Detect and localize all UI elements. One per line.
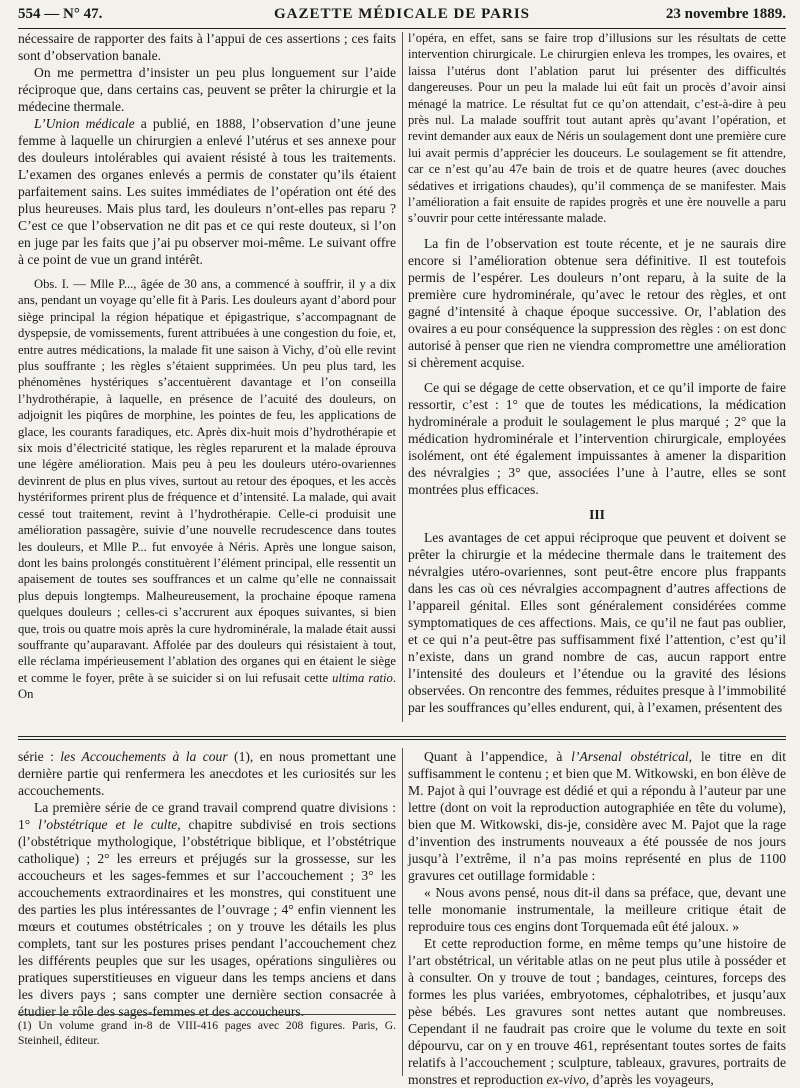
issue-date: 23 novembre 1889. [665, 6, 786, 22]
page-header [18, 6, 786, 29]
column-divider [402, 748, 403, 1076]
footnote: (1) Un volume grand in-8 de VIII-416 pages avec 208 figures. Paris, G. Steinheil, éditeur. [18, 1014, 396, 1048]
paragraph: La première série de ce grand travail comprend quatre divisions : 1° l’obstétrique et le culte, chapitre subdivisé en trois sections (l’obstétrique mythologique, l’obstétrique biblique, et l’obstétrique catholique) ; 2° les erreurs et préjugés sur la grossesse, sur les accoucheurs et les sages-femmes et sur l’accouchement ; 3° les accouchements extraordinaires et les monstres, qui constituent une des parties les plus intéressantes de l’ouvrage ; 4° enfin viennent les mœurs et coutumes obstétricales ; on y trouve les détails les plus complets, tant sur les postures prises pendant l’accouchement chez les différents peuples que sur les usages, opérations singulières ou pratiques superstitieuses en vigueur dans les temps anciens et dans les divers pays ; sans compter une dernière section consacrée à étudier le rôle des sages-femmes et des accoucheurs. [18, 800, 396, 1019]
journal-name: L’Union médicale [34, 116, 135, 131]
paragraph: Ce qui se dégage de cette observation, et ce qu’il importe de faire ressortir, c’est : 1° que de toutes les médications, la médication hydrominérale a produit le soulagement le plus marqué ; 2° que la médication hydrominérale et l’intervention chirurgicale, employées isolément, ont été également impuissantes à amener la disparition des névralgies ; 3° que, associées l’une à l’autre, elles se sont montrées plus efficaces. [408, 379, 786, 497]
paragraph: série : les Accouchements à la cour (1), en nous promettant une dernière partie qui renfermera les anecdotes et les curiosités sur les accouchements. [18, 749, 396, 798]
paragraph: Et cette reproduction forme, en même temps qu’une histoire de l’art obstétrical, un véritable atlas on ne peut plus utile à posséder et à consulter. On y trouve de tout ; bandages, ceintures, forceps des formes les plus variées, embryotomes, céphalotribes, et jusqu’aux pèse bébés. Les gravures sont nettes autant que nombreuses. Cependant il ne faudrait pas croire que le volume du texte en soit dépourvu, car on y en trouve 461, représentant toutes sortes de faits relatifs à l’accouchement ; sculpture, tableaux, gravures, portraits de monstres et reproduction ex-vivo, d’après les voyageurs, [408, 936, 786, 1087]
column-divider [402, 32, 403, 722]
paragraph: La fin de l’observation est toute récente, et je ne saurais dire encore si l’amélioration obtenue sera définitive. Il est toutefois permis de l’espérer. Les douleurs n’ont reparu, à la suite de la première cure hydrominérale, qu’avec le retour des règles, et ont gagné d’intensité à chaque époque successive. Or, l’ablation des ovaires a eu pour conséquence la suppression des règles : on est donc autorisé à penser que rien ne viendra compromettre une amélioration si chèrement acquise. [408, 235, 786, 370]
paragraph: Les avantages de cet appui réciproque que peuvent et doivent se prêter la chirurgie et la médecine thermale dans le traitement des névralgies utéro-ovariennes, sont peut-être encore plus frappants dans les cas où ces névralgies accompagnent d’autres affections de l’appareil génital. Elles sont généralement considérées comme symptomatiques de ces affections. Mais, ce qu’il ne faut pas oublier, et ce qui n’a peut-être pas suffisamment fixé l’attention, c’est qu’il n’existe, dans un grand nombre de cas, aucun rapport entre l’intensité des douleurs et l’étendue ou la gravité des lésions observées. On rencontre des femmes, réduites presque à l’immobilité par les souffrances qu’elles endurent, qui, à l’examen, présentent des [408, 529, 786, 715]
observation-1-continued: l’opéra, en effet, sans se faire trop d’illusions sur les résultats de cette intervention chirurgicale. Le chirurgien enleva les trompes, les ovaires, et laissa l’utérus dont l’ablation parut lui présenter des difficultés dangereuses. Pour un peu la malade lui eût fait un procès d’avoir ainsi ménagé la matrice. Le résultat fut ce qu’on attendait, c’est-à-dire à peu près nul. La malade souffrit tout autant après qu’avant l’opération, et revint demander aux eaux de Néris un soulagement dont une première cure lui avait permis d’apprécier les douceurs. Le soulagement se fit attendre, car ce n’est qu’au 47e bain de trois et de quatre heures (avec douches sédatives et irrigations chaudes), qu’il commença de se manifester. Mais l’amélioration a fait ensuite de rapides progrès et une ère nouvelle a paru s’ouvrir pour cette intéressante malade. [408, 31, 787, 226]
column-bottom-right [408, 748, 787, 1087]
observation-1: Obs. I. — Mlle P..., âgée de 30 ans, a commencé à souffrir, il y a dix ans, pendant un voyage qu’elle fit à Paris. Les douleurs ayant d’abord pour siège principal la région hépatique et épigastrique, s’accompagnant de dyspepsie, de vomissements, furent attribuées à une congestion du foie, et, entre autres médications, la malade fit une saison à Vichy, d’où elle revint plus souffrante ; les règles s’étaient supprimées. Un peu plus tard, les phénomènes hystériques s’accentuèrent davantage et l’on conseilla l’hydrothérapie, à laquelle, en présence de l’acuité des douleurs, on adjoignit les piqûres de morphine, les pointes de feu, les applications de glace, les courants faradiques, etc. Après dix-huit mois d’hydrothérapie et six mois d’électricité statique, les règles reparurent et la malade éprouva une légère amélioration. Mais peu à peu les douleurs utéro-ovariennes devinrent de plus en plus vives, surtout au retour des époques, et les accès hystériformes prirent plus de fréquence et d’intensité. La malade, qui avait cessé tout traitement, revint à l’hydrothérapie. Celle-ci produisit une amélioration passagère, suivie d’une nouvelle recrudescence dans toutes les douleurs, et Mlle P... fut envoyée à Néris. Après une longue saison, dont les bains prolongés constituèrent l’élément principal, elle ressentit un apaisement de toutes ses souffrances et un calme qu’elle ne connaissait plus depuis longtemps. Malheureusement, la prochaine époque ramena quelques douleurs ; celles-ci s’accrurent aux époques suivantes, si bien que, trois ou quatre mois après la cure hydrominérale, la malade était aussi souffrante qu’auparavant. Affolée par des douleurs qui résistaient à tout, elle réclama impérieusement l’ablation des organes qui en étaient le siège et comme le foyer, prête à se suicider si on lui refusait cette ultima ratio. On [18, 277, 396, 702]
quotation: « Nous avons pensé, nous dit-il dans sa préface, que, devant une telle monomanie instrumentale, la meilleure critique était de reproduire tous ces engins dont Torquemada eût été jaloux. » [408, 885, 786, 934]
journal-title: GAZETTE MÉDICALE DE PARIS [273, 6, 530, 22]
paragraph: On me permettra d’insister un peu plus longuement sur l’aide réciproque que, dans certains cas, peuvent se prêter la chirurgie et la médecine thermale. [18, 65, 396, 114]
paragraph: nécessaire de rapporter des faits à l’appui de ces assertions ; ces faits sont d’observation banale. [18, 31, 396, 63]
column-top-left [18, 30, 396, 725]
section-separator [18, 736, 786, 740]
column-top-right [408, 30, 786, 725]
paragraph: L’Union médicale a publié, en 1888, l’observation d’une jeune femme à laquelle un chirurgien a enlevé l’utérus et ses annexe pour des douleurs intolérables qui avaient résisté à tous les traitements. L’examen des organes enlevés a permis de constater qu’ils étaient parfaitement sains. Les suites immédiates de l’opération ont été des plus heureuses. Mais plus tard, les douleurs n’ont-elles pas reparu ? C’est ce que l’observation ne dit pas et ce qui reste douteux, si l’on en juge par les faits que j’ai pu observer moi-même. Le suivant offre à ce point de vue un grand intérêt. [18, 116, 396, 267]
section-heading: III [589, 506, 605, 522]
newspaper-page [18, 0, 787, 1087]
paragraph: Quant à l’appendice, à l’Arsenal obstétrical, le titre en dit suffisamment le contenu ; et bien que M. Witkowski, en bon élève de M. Pajot à qui l’ouvrage est dédié et qui a répondu à l’auteur par une lettre (dont on voit la reproduction autographiée en tête du volume), bien que M. Witkowski, dis-je, considère avec M. Pajot que la rage d’invention des instruments nouveaux a été poussée de nos jours jusqu’à l’extrême, il n’a pas moins représenté en plus de 1100 gravures cet outillage formidable : [408, 749, 787, 883]
page-number: 554 — N° 47. [18, 6, 103, 22]
